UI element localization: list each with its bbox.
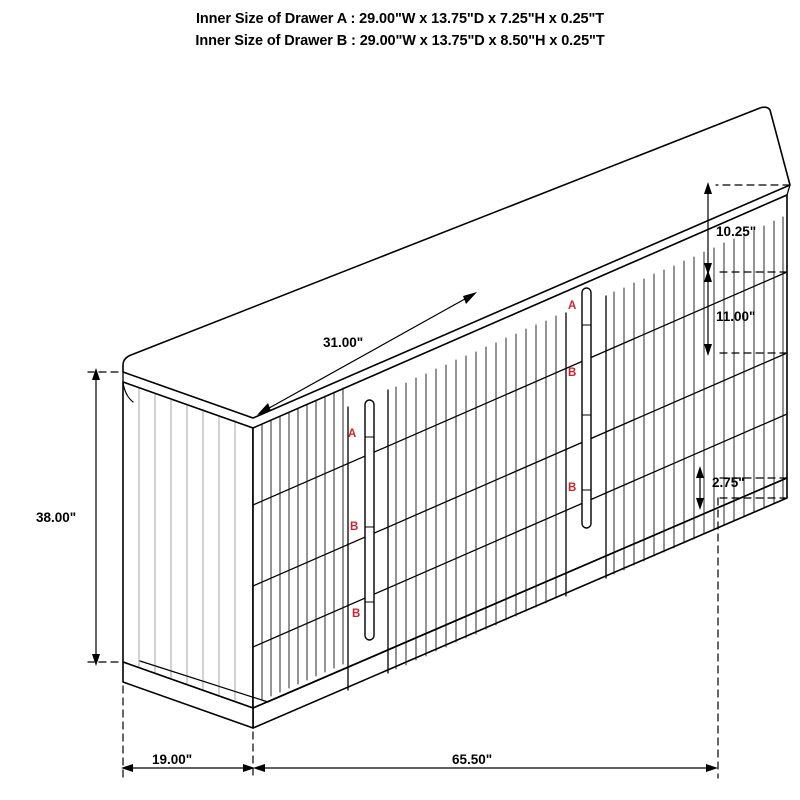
dim-label-width: 65.50" — [452, 752, 493, 767]
arrow-height-top — [92, 368, 100, 380]
header-line-2: Inner Size of Drawer B : 29.00"W x 13.75"D x 8.50"H x 0.25"T — [195, 33, 605, 49]
drawer-tag-front-b2: B — [352, 608, 361, 620]
dim-label-mid-drawer-height: 11.00" — [716, 309, 756, 324]
handle-center-left — [365, 400, 374, 640]
drawer-tag-side-a: A — [568, 300, 577, 312]
dim-label-top-drawer-height: 10.25" — [716, 224, 757, 239]
dim-label-depth-base: 19.00" — [152, 752, 193, 767]
dim-label-plinth-height: 2.75" — [712, 475, 745, 490]
drawer-tag-front-a: A — [348, 428, 357, 440]
arrow-height-bottom — [92, 654, 100, 666]
drawer-tag-side-b2: B — [568, 482, 577, 494]
arrow-655-right — [706, 764, 718, 772]
arrow-655-left — [253, 764, 265, 772]
drawer-tag-front-b1: B — [350, 521, 359, 533]
header-line-1: Inner Size of Drawer A : 29.00"W x 13.75"D x 7.25"H x 0.25"T — [195, 11, 605, 27]
handle-center-right — [582, 288, 591, 528]
left-side-panel — [123, 382, 253, 708]
dim-label-depth-top: 31.00" — [323, 335, 364, 350]
dim-label-height: 38.00" — [36, 510, 77, 525]
drawer-tag-side-b1: B — [568, 367, 577, 379]
